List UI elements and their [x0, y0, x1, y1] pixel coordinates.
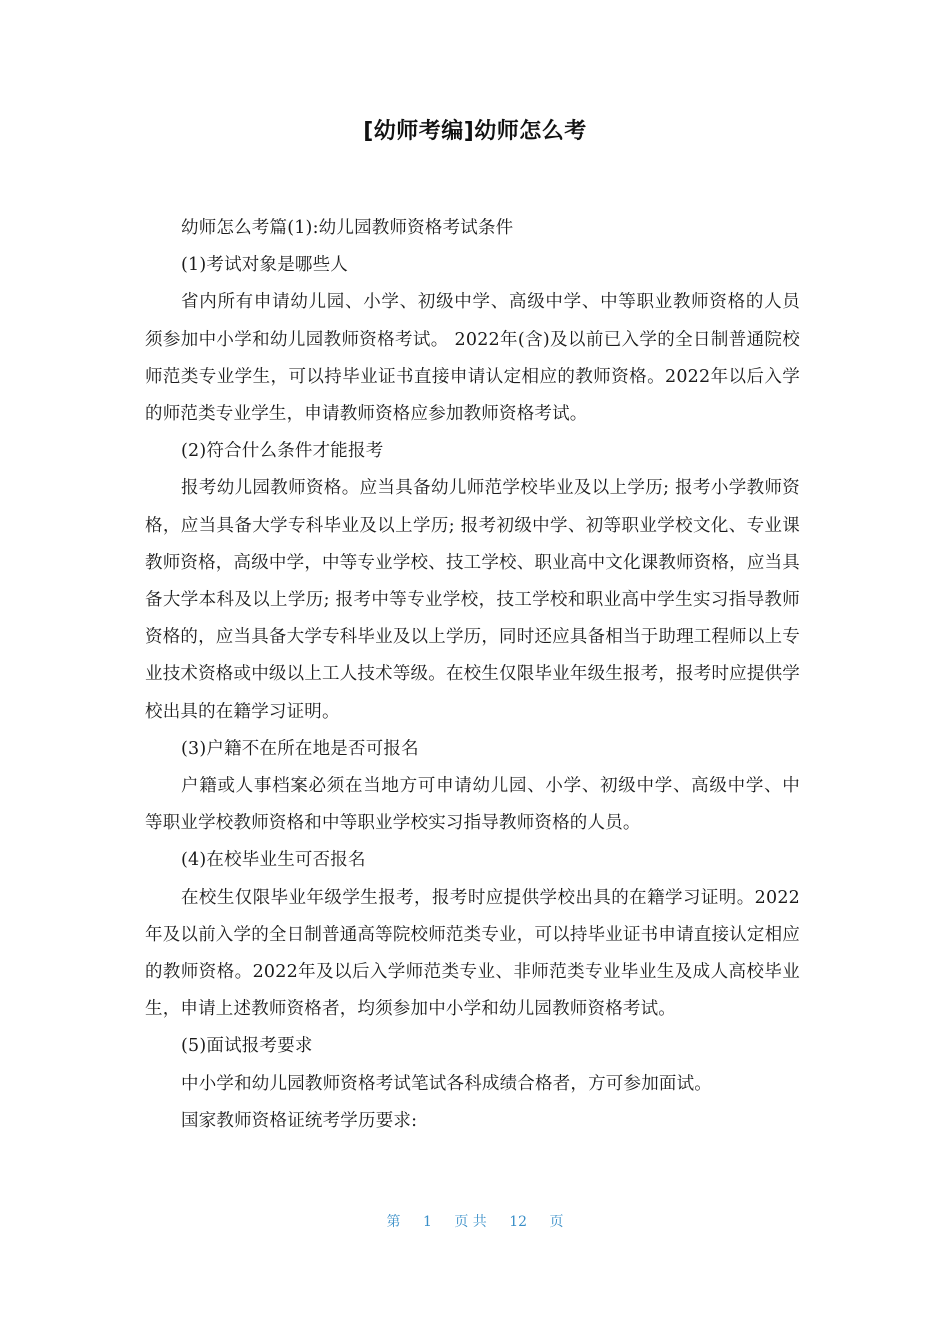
body-paragraph: 省内所有申请幼儿园、小学、初级中学、高级中学、中等职业教师资格的人员须参加中小学和幼儿园教师资格考试。 2022年(含)及以前已入学的全日制普通院校师范类专业学生，可以持毕业证书直接申请认定相应的教师资格。2022年以后入学的师范类专业学生，申请教师资格应参加教师资格考试。 [145, 292, 800, 425]
section-heading: 幼师怎么考篇(1):幼儿园教师资格考试条件 [181, 218, 514, 238]
page-mid: 页 共 [454, 1214, 487, 1230]
document-title: [幼师考编]幼师怎么考 [363, 119, 587, 144]
page-prefix: 第 [386, 1214, 401, 1230]
document-body [145, 210, 800, 1140]
subsection-heading: (5)面试报考要求 [181, 1036, 313, 1057]
subsection-heading: (2)符合什么条件才能报考 [181, 441, 384, 462]
page-number-footer [0, 1211, 950, 1231]
body-paragraph: 户籍或人事档案必须在当地方可申请幼儿园、小学、初级中学、高级中学、中等职业学校教师资格和中等职业学校实习指导教师资格的人员。 [145, 776, 800, 834]
body-paragraph: 国家教师资格证统考学历要求: [181, 1110, 418, 1131]
page-suffix: 页 [549, 1214, 564, 1230]
page-current: 1 [422, 1214, 432, 1230]
subsection-heading: (1)考试对象是哪些人 [181, 255, 348, 276]
subsection-heading: (3)户籍不在所在地是否可报名 [181, 738, 419, 759]
page-total: 12 [509, 1214, 528, 1230]
body-paragraph: 在校生仅限毕业年级学生报考，报考时应提供学校出具的在籍学习证明。2022年及以前入学的全日制普通高等院校师范类专业，可以持毕业证书申请直接认定相应的教师资格。2022年及以后入学师范类专业、非师范类专业毕业生及成人高校毕业生，申请上述教师资格者，均须参加中小学和幼儿园教师资格考试。 [145, 887, 800, 1020]
subsection-heading: (4)在校毕业生可否报名 [181, 850, 366, 871]
body-paragraph: 中小学和幼儿园教师资格考试笔试各科成绩合格者，方可参加面试。 [181, 1073, 712, 1094]
body-paragraph: 报考幼儿园教师资格。应当具备幼儿师范学校毕业及以上学历; 报考小学教师资格，应当具备大学专科毕业及以上学历; 报考初级中学、初等职业学校文化、专业课教师资格，高级中学，中等专业学校、技工学校、职业高中文化课教师资格，应当具备大学本科及以上学历; 报考中等专业学校，技工学校和职业高中学生实习指导教师资格的，应当具备大学专科毕业及以上学历，同时还应具备相当于助理工程师以上专业技术资格或中级以上工人技术等级。在校生仅限毕业年级生报考，报考时应提供学校出具的在籍学习证明。 [145, 478, 800, 722]
